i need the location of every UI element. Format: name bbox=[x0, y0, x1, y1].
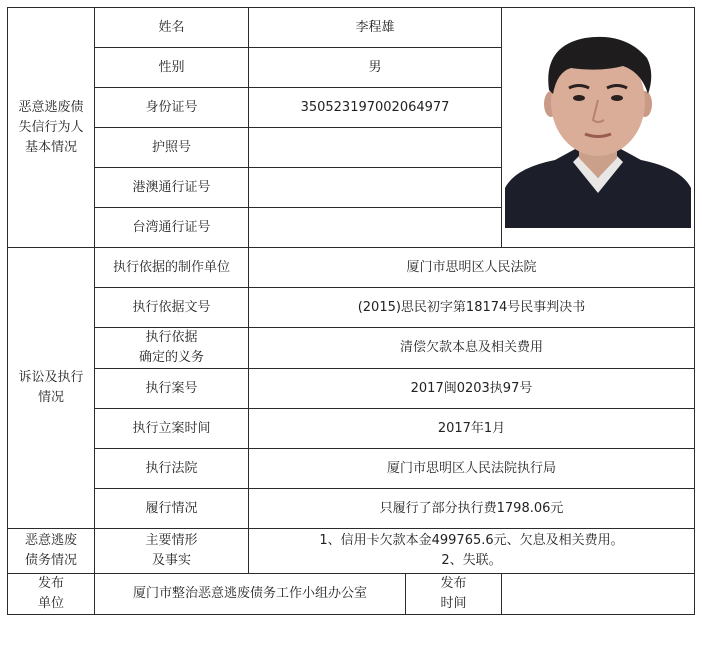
label-passport: 护照号 bbox=[95, 128, 249, 168]
value-judgment-number: (2015)思民初字第18174号民事判决书 bbox=[249, 288, 695, 328]
value-publish-time bbox=[502, 574, 695, 615]
portrait-photo bbox=[505, 28, 691, 228]
label-id-number: 身份证号 bbox=[95, 88, 249, 128]
value-main-facts: 1、信用卡欠款本金499765.6元、欠息及相关费用。 2、失联。 bbox=[249, 529, 695, 574]
info-sheet bbox=[7, 7, 694, 643]
label-publish-unit: 发布 单位 bbox=[8, 574, 95, 615]
value-publish-unit: 厦门市整治恶意逃废债务工作小组办公室 bbox=[95, 574, 406, 615]
value-taiwan-permit bbox=[249, 208, 502, 248]
value-id-number: 350523197002064977 bbox=[249, 88, 502, 128]
label-publish-time: 发布 时间 bbox=[406, 574, 502, 615]
value-filing-date: 2017年1月 bbox=[249, 409, 695, 449]
section-debt-evasion: 恶意逃废 债务情况 bbox=[8, 529, 95, 574]
label-name: 姓名 bbox=[95, 8, 249, 48]
label-taiwan-permit: 台湾通行证号 bbox=[95, 208, 249, 248]
value-name: 李程雄 bbox=[249, 8, 502, 48]
label-case-number: 执行案号 bbox=[95, 369, 249, 409]
value-case-number: 2017闽0203执97号 bbox=[249, 369, 695, 409]
label-court: 执行法院 bbox=[95, 449, 249, 489]
value-gender: 男 bbox=[249, 48, 502, 88]
label-filing-date: 执行立案时间 bbox=[95, 409, 249, 449]
label-gender: 性别 bbox=[95, 48, 249, 88]
label-main-facts: 主要情形 及事实 bbox=[95, 529, 249, 574]
value-court: 厦门市思明区人民法院执行局 bbox=[249, 449, 695, 489]
section-litigation: 诉讼及执行 情况 bbox=[8, 248, 95, 529]
label-hk-macau-permit: 港澳通行证号 bbox=[95, 168, 249, 208]
debtor-info-table bbox=[7, 7, 695, 615]
photo-cell bbox=[502, 8, 695, 248]
value-hk-macau-permit bbox=[249, 168, 502, 208]
value-judgment-issuer: 厦门市思明区人民法院 bbox=[249, 248, 695, 288]
label-performance: 履行情况 bbox=[95, 489, 249, 529]
label-obligation: 执行依据 确定的义务 bbox=[95, 328, 249, 369]
value-performance: 只履行了部分执行费1798.06元 bbox=[249, 489, 695, 529]
value-obligation: 清偿欠款本息及相关费用 bbox=[249, 328, 695, 369]
label-judgment-issuer: 执行依据的制作单位 bbox=[95, 248, 249, 288]
label-judgment-number: 执行依据文号 bbox=[95, 288, 249, 328]
section-basic-info: 恶意逃废债 失信行为人 基本情况 bbox=[8, 8, 95, 248]
value-passport bbox=[249, 128, 502, 168]
